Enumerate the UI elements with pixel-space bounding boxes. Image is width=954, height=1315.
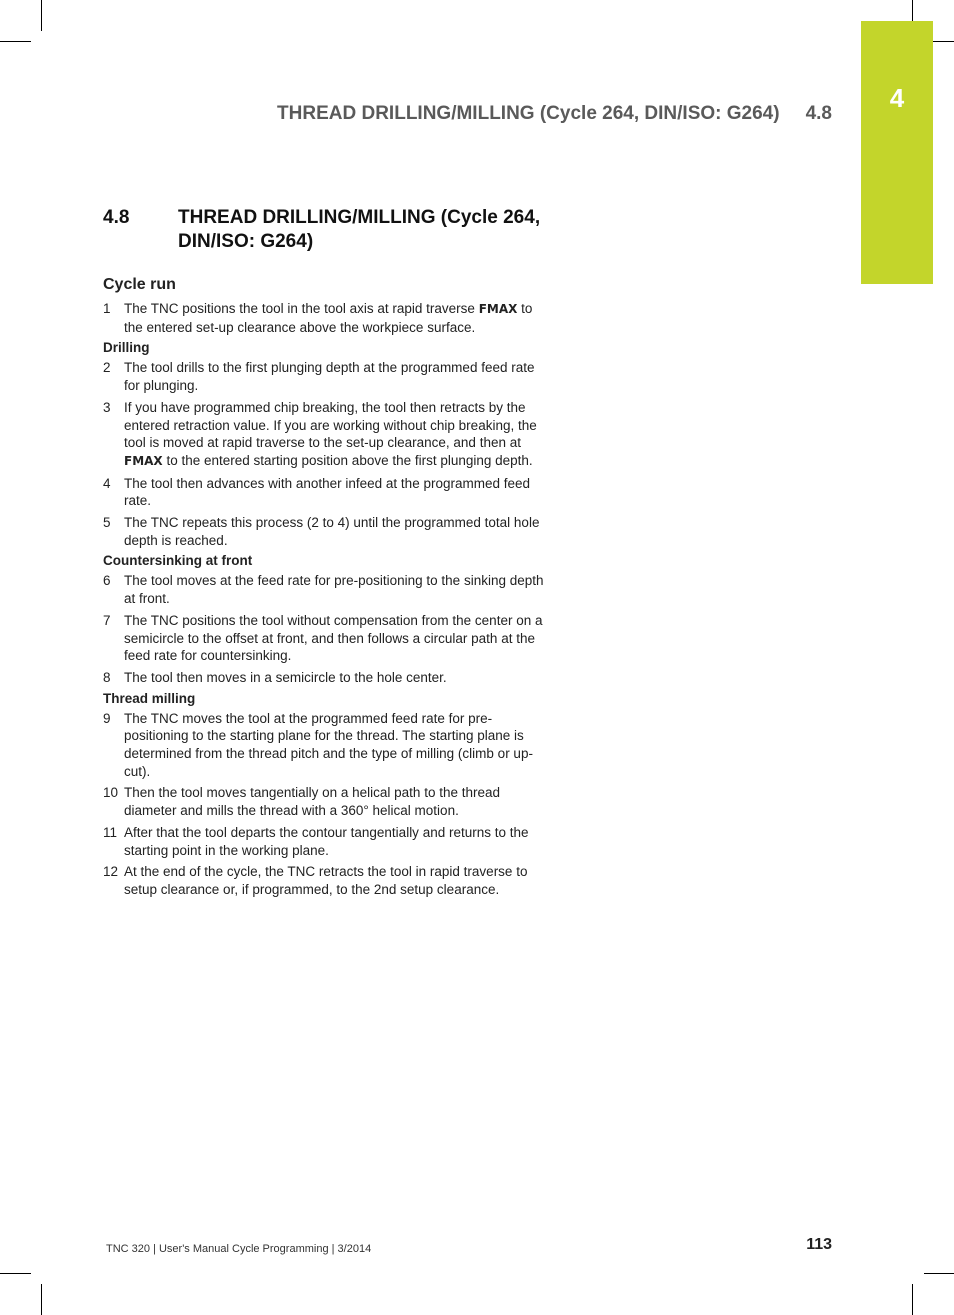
crop-mark xyxy=(912,0,913,21)
step-number: 7 xyxy=(103,612,111,628)
list-item xyxy=(103,612,545,665)
crop-mark xyxy=(0,1273,31,1274)
step-text: At the end of the cycle, the TNC retracts the tool in rapid traverse to setup clearance or, if programmed, to the 2nd setup clearance. xyxy=(124,864,528,897)
step-number: 9 xyxy=(103,710,111,726)
step-text: The tool drills to the first plunging depth at the programmed feed rate for plunging. xyxy=(124,360,535,394)
step-number: 11 xyxy=(103,824,118,840)
crop-mark xyxy=(933,41,954,42)
running-header-title: THREAD DRILLING/MILLING (Cycle 264, DIN/ISO: G264) xyxy=(277,103,780,124)
list-item xyxy=(103,399,545,471)
step-number: 4 xyxy=(103,475,111,491)
section-title xyxy=(103,206,553,254)
cycle-run-heading: Cycle run xyxy=(103,276,176,293)
running-header xyxy=(100,103,832,125)
list-item xyxy=(103,669,545,687)
list-item xyxy=(103,300,545,336)
crop-mark xyxy=(912,1284,913,1315)
step-text: to the entered starting position above the first plunging depth. xyxy=(162,452,533,468)
step-text: Then the tool moves tangentially on a helical path to the thread diameter and mills the thread with a 360° helical motion. xyxy=(124,785,500,819)
step-text: The TNC repeats this process (2 to 4) until the programmed total hole depth is reached. xyxy=(124,515,540,548)
list-item xyxy=(103,475,545,510)
section-title-text: THREAD DRILLING/MILLING (Cycle 264, DIN/ISO: G264) xyxy=(178,207,541,252)
list-item xyxy=(103,359,545,394)
step-number: 5 xyxy=(103,515,111,531)
step-text: The tool moves at the feed rate for pre-positioning to the sinking depth at front. xyxy=(124,573,544,607)
crop-mark xyxy=(924,1273,954,1274)
step-text: The TNC positions the tool without compensation from the center on a semicircle to the offset at front, and then follows a circular path at the feed rate for countersinking. xyxy=(124,612,543,664)
step-text: to the entered set-up clearance above the workpiece surface. xyxy=(124,301,533,335)
list-item xyxy=(103,710,545,781)
step-number: 6 xyxy=(103,573,111,589)
step-text: The TNC positions the tool in the tool axis at rapid traverse xyxy=(124,301,479,316)
list-item xyxy=(103,514,545,549)
running-header-section: 4.8 xyxy=(805,103,832,124)
countersinking-label: Countersinking at front xyxy=(103,553,253,569)
step-text: The tool then advances with another infeed at the programmed feed rate. xyxy=(124,475,531,509)
main-content xyxy=(103,276,545,903)
step-number: 8 xyxy=(103,669,111,685)
chapter-tab xyxy=(861,21,933,284)
fmax-code: FMAX xyxy=(478,302,518,316)
section-number: 4.8 xyxy=(103,207,130,228)
fmax-code: FMAX xyxy=(124,453,163,468)
step-text: The TNC moves the tool at the programmed feed rate for pre-positioning to the starting plane for the thread. The starting plane is determined from the thread pitch and the type of milling (climb or up-cut). xyxy=(124,710,533,779)
page-number: 113 xyxy=(806,1236,832,1253)
drilling-label: Drilling xyxy=(103,340,150,356)
thread-milling-label: Thread milling xyxy=(103,690,196,706)
list-item xyxy=(103,824,545,859)
list-item xyxy=(103,784,545,819)
list-item xyxy=(103,863,545,898)
list-item xyxy=(103,572,545,607)
crop-mark xyxy=(41,0,42,31)
step-text: If you have programmed chip breaking, the tool then retracts by the entered retraction value. If you are working without chip breaking, the tool is moved at rapid traverse to the set-up clearance, and then at xyxy=(124,399,537,451)
step-number: 1 xyxy=(103,301,111,316)
crop-mark xyxy=(41,1284,42,1315)
crop-mark xyxy=(0,41,31,42)
step-number: 2 xyxy=(103,360,111,376)
step-text: After that the tool departs the contour tangentially and returns to the starting point in the working plane. xyxy=(124,824,529,858)
step-number: 10 xyxy=(103,785,119,801)
step-text: The tool then moves in a semicircle to the hole center. xyxy=(124,669,447,685)
chapter-number: 4 xyxy=(889,83,905,113)
footer-text: TNC 320 | User's Manual Cycle Programming | 3/2014 xyxy=(106,1243,372,1255)
step-number: 12 xyxy=(103,864,119,880)
step-number: 3 xyxy=(103,399,111,415)
